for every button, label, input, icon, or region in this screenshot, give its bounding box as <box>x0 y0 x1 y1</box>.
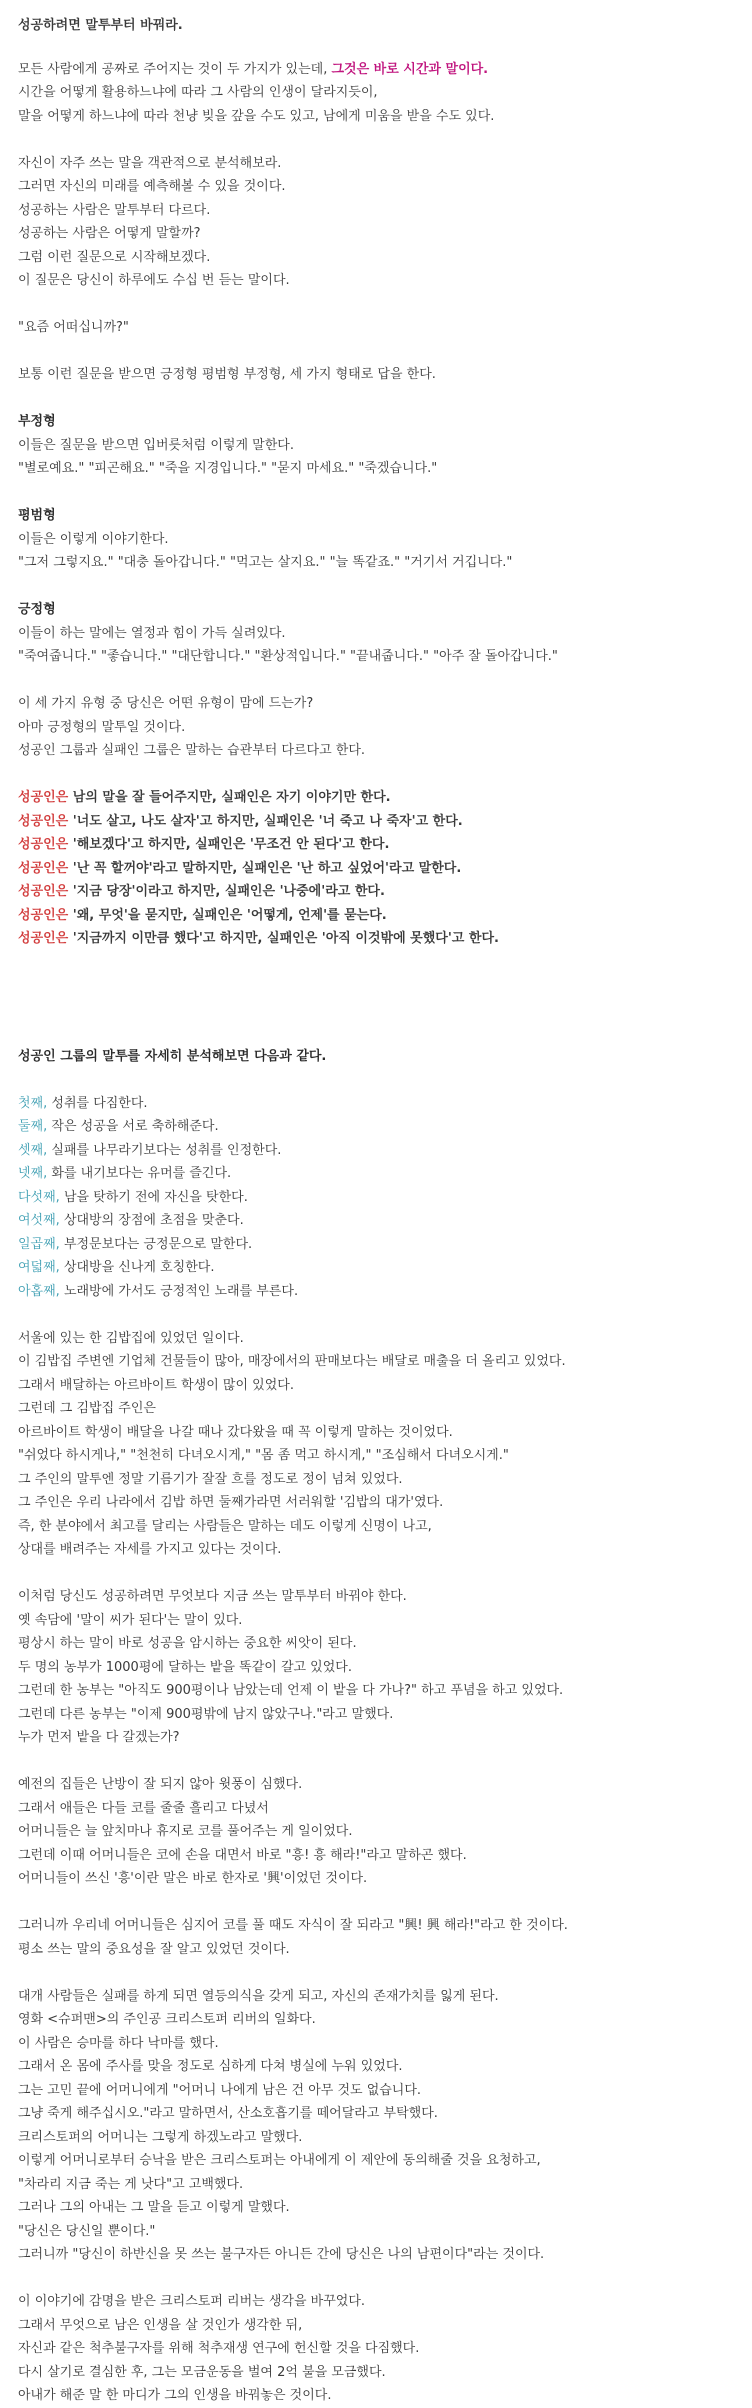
type-positive <box>18 598 738 669</box>
story-line: 아르바이트 학생이 배달을 나갈 때나 갔다왔을 때 꼭 이렇게 말하는 것이었다. <box>18 1424 453 1440</box>
story-conclusion <box>18 2290 738 2408</box>
type-line: "별로예요." "피곤해요." "죽을 지경입니다." "묻지 마세요." "죽겠습니다." <box>18 461 438 476</box>
type-line: 이들은 이렇게 이야기한다. <box>18 531 169 547</box>
story-line: 평소 쓰는 말의 중요성을 잘 알고 있었던 것이다. <box>18 1941 290 1957</box>
story-line: "쉬었다 하시게나," "천천히 다녀오시게," "몸 좀 먹고 하시게," "조심해서 다녀오시게." <box>18 1448 509 1463</box>
comparison-item <box>18 786 738 810</box>
comparison-text: '지금까지 이만큼 했다'고 하지만, 실패인은 '아직 이것밖에 못했다'고 한다. <box>68 931 499 946</box>
article <box>18 14 738 2408</box>
intro-line: 말을 어떻게 하느냐에 따라 천냥 빚을 갚을 수도 있고, 남에게 미움을 받을 수도 있다. <box>18 108 495 124</box>
comparison-list <box>18 786 738 951</box>
ordinal-item <box>18 1139 738 1163</box>
which-line: 이 세 가지 유형 중 당신은 어떤 유형이 맘에 드는가? <box>18 696 314 711</box>
story-superman <box>18 1985 738 2267</box>
ordinal-text: 상대방의 장점에 초점을 맞춘다. <box>59 1213 244 1228</box>
story-line: 두 명의 농부가 1000평에 달하는 밭을 똑같이 갈고 있었다. <box>18 1659 352 1675</box>
story-line: 그런데 다른 농부는 "이제 900평밖에 남지 않았구나."라고 말했다. <box>18 1706 394 1722</box>
story-line: 이처럼 당신도 성공하려면 무엇보다 지금 쓰는 말투부터 바꿔야 한다. <box>18 1589 407 1604</box>
analysis-line: 성공하는 사람은 말투부터 다르다. <box>18 202 211 218</box>
story-line: 그런데 그 김밥집 주인은 <box>18 1401 156 1416</box>
comparison-item <box>18 880 738 904</box>
story-line: 이 이야기에 감명을 받은 크리스토퍼 리버는 생각을 바꾸었다. <box>18 2294 366 2309</box>
story-line: 그래서 애들은 다들 코를 줄줄 흘리고 다녔서 <box>18 1800 269 1816</box>
intro-text: 모든 사람에게 공짜로 주어지는 것이 두 가지가 있는데, <box>18 61 332 77</box>
story-line: 아내가 해준 말 한 마디가 그의 인생을 바꿔놓은 것이다. <box>18 2388 332 2403</box>
analysis-line: 이 질문은 당신이 하루에도 수십 번 듣는 말이다. <box>18 273 290 288</box>
story-line: 그러니까 "당신이 하반신을 못 쓰는 불구자든 아니든 간에 당신은 나의 남편이다"라는 것이다. <box>18 2247 545 2262</box>
analysis-line: 그럼 이런 질문으로 시작해보겠다. <box>18 249 211 265</box>
analysis-line: 그러면 자신의 미래를 예측해볼 수 있을 것이다. <box>18 179 286 194</box>
ordinal-item <box>18 1186 738 1210</box>
story-line: 그래서 무엇으로 남은 인생을 살 것인가 생각한 뒤, <box>18 2317 303 2333</box>
story-line: 상대를 배려주는 자세를 가지고 있다는 것이다. <box>18 1542 282 1557</box>
story-line: "당신은 당신일 뿐이다." <box>18 2223 156 2239</box>
story-line: 즉, 한 분야에서 최고를 달리는 사람들은 말하는 데도 이렇게 신명이 나고, <box>18 1518 432 1534</box>
story-line: 그냥 죽게 해주십시오."라고 말하면서, 산소호흡기를 떼어달라고 부탁했다. <box>18 2106 438 2121</box>
comparison-text: '난 꼭 할꺼야'라고 말하지만, 실패인은 '난 하고 싶었어'라고 말한다. <box>68 860 462 876</box>
story-line: 어머니들이 쓰신 '흥'이란 말은 바로 한자로 '興'이었던 것이다. <box>18 1871 368 1886</box>
analysis-line: 성공하는 사람은 어떻게 말할까? <box>18 226 201 241</box>
story-line: 그러니까 우리네 어머니들은 심지어 코를 풀 때도 자식이 잘 되라고 "興! 興 해라!"라고 한 것이다. <box>18 1918 568 1933</box>
success-label: 성공인은 <box>18 860 69 876</box>
comparison-item <box>18 904 738 928</box>
story-line: 어머니들은 늘 앞치마나 휴지로 코를 풀어주는 게 일이었다. <box>18 1824 353 1839</box>
comparison-text: '왜, 무엇'을 묻지만, 실패인은 '어떻게, 언제'를 묻는다. <box>68 907 387 923</box>
ordinal-text: 화를 내기보다는 유머를 즐긴다. <box>47 1166 232 1181</box>
ordinal-label: 셋째, <box>18 1142 48 1158</box>
analysis-paragraph <box>18 152 738 293</box>
type-heading: 평범형 <box>18 508 56 523</box>
ordinal-item <box>18 1092 738 1116</box>
story-line: 그 주인의 말투엔 정말 기름기가 잘잘 흐를 정도로 정이 넘쳐 있었다. <box>18 1471 403 1487</box>
success-label: 성공인은 <box>18 813 69 829</box>
type-line: 이들은 질문을 받으면 입버릇처럼 이렇게 말한다. <box>18 437 294 453</box>
success-label: 성공인은 <box>18 790 69 805</box>
ordinal-item <box>18 1256 738 1280</box>
story-mothers <box>18 1773 738 1891</box>
answer-types-intro: 보통 이런 질문을 받으면 긍정형 평범형 부정형, 세 가지 형태로 답을 한다. <box>18 367 436 382</box>
comparison-item <box>18 927 738 951</box>
ordinal-item <box>18 1209 738 1233</box>
type-heading: 부정형 <box>18 414 56 429</box>
type-line: "죽여줍니다." "좋습니다." "대단합니다." "환상적입니다." "끝내줍니다." "아주 잘 돌아갑니다." <box>18 649 558 664</box>
story-line: 이 김밥집 주변엔 기업체 건물들이 많아, 매장에서의 판매보다는 배달로 매출을 더 올리고 있었다. <box>18 1354 566 1369</box>
ordinal-item <box>18 1233 738 1257</box>
type-heading: 긍정형 <box>18 602 56 617</box>
ordinal-text: 작은 성공을 서로 축하해준다. <box>47 1119 219 1134</box>
ordinal-item <box>18 1115 738 1139</box>
ordinal-text: 실패를 나무라기보다는 성취를 인정한다. <box>47 1142 282 1158</box>
type-ordinary <box>18 504 738 575</box>
which-line: 성공인 그룹과 실패인 그룹은 말하는 습관부터 다르다고 한다. <box>18 743 366 758</box>
comparison-text: '해보겠다'고 하지만, 실패인은 '무조건 안 된다'고 한다. <box>68 837 390 852</box>
story-farmers <box>18 1585 738 1750</box>
story-line: 다시 살기로 결심한 후, 그는 모금운동을 벌여 2억 불을 모금했다. <box>18 2364 386 2380</box>
type-negative <box>18 410 738 481</box>
ordinal-text: 부정문보다는 긍정문으로 말한다. <box>59 1236 253 1252</box>
type-line: "그저 그렇지요." "대충 돌아갑니다." "먹고는 살지요." "늘 똑같죠." "거기서 거깁니다." <box>18 555 513 570</box>
story-line: 이 사람은 승마를 하다 낙마를 했다. <box>18 2035 219 2051</box>
story-heung <box>18 1914 738 1961</box>
ordinal-label: 첫째, <box>18 1095 48 1111</box>
ordinal-item <box>18 1162 738 1186</box>
ordinal-item <box>18 1280 738 1304</box>
comparison-item <box>18 857 738 881</box>
article-title: 성공하려면 말투부터 바꿔라. <box>18 18 183 33</box>
comparison-item <box>18 833 738 857</box>
story-line: 서울에 있는 한 김밥집에 있었던 일이다. <box>18 1330 244 1346</box>
question-quote: "요즘 어떠십니까?" <box>18 320 129 335</box>
story-line: 그런데 이때 어머니들은 코에 손을 대면서 바로 "흥! 흥 해라!"라고 말하곤 했다. <box>18 1847 467 1863</box>
ordinal-text: 노래방에 가서도 긍정적인 노래를 부른다. <box>59 1283 299 1299</box>
story-line: 그러나 그의 아내는 그 말을 듣고 이렇게 말했다. <box>18 2200 290 2215</box>
story-line: 크리스토퍼의 어머니는 그렇게 하겠노라고 말했다. <box>18 2129 303 2145</box>
ordinal-text: 성취를 다짐한다. <box>47 1095 148 1111</box>
ordinal-label: 둘째, <box>18 1119 48 1134</box>
success-label: 성공인은 <box>18 884 69 899</box>
intro-line <box>18 58 738 82</box>
type-line: 이들이 하는 말에는 열정과 힘이 가득 실려있다. <box>18 625 286 641</box>
ordinal-label: 일곱째, <box>18 1236 60 1252</box>
which-line: 아마 긍정형의 말투일 것이다. <box>18 719 186 735</box>
story-line: 평상시 하는 말이 바로 성공을 암시하는 중요한 씨앗이 된다. <box>18 1636 357 1651</box>
story-line: 이렇게 어머니로부터 승낙을 받은 크리스토퍼는 아내에게 이 제안에 동의해줄 것을 요청하고, <box>18 2153 541 2168</box>
comparison-item <box>18 810 738 834</box>
ordinal-label: 넷째, <box>18 1166 48 1181</box>
ordinal-list <box>18 1092 738 1304</box>
success-label: 성공인은 <box>18 931 69 946</box>
detail-heading: 성공인 그룹의 말투를 자세히 분석해보면 다음과 같다. <box>18 1048 327 1064</box>
ordinal-text: 상대방을 신나게 호칭한다. <box>59 1260 215 1275</box>
ordinal-label: 아홉째, <box>18 1283 60 1299</box>
comparison-text: 남의 말을 잘 들어주지만, 실패인은 자기 이야기만 한다. <box>68 790 391 805</box>
story-line: 누가 먼저 밭을 다 갈겠는가? <box>18 1730 180 1745</box>
intro-highlight: 그것은 바로 시간과 말이다. <box>331 61 489 77</box>
ordinal-text: 남을 탓하기 전에 자신을 탓한다. <box>59 1189 248 1205</box>
story-line: 그런데 한 농부는 "아직도 900평이나 남았는데 언제 이 밭을 다 가나?" 하고 푸념을 하고 있었다. <box>18 1683 564 1698</box>
success-label: 성공인은 <box>18 837 69 852</box>
story-line: 옛 속담에 '말이 씨가 된다'는 말이 있다. <box>18 1612 243 1628</box>
story-line: 그는 고민 끝에 어머니에게 "어머니 나에게 남은 건 아무 것도 없습니다. <box>18 2082 422 2098</box>
story-line: 영화 <슈퍼맨>의 주인공 크리스토퍼 리버의 일화다. <box>18 2012 316 2027</box>
story-line: 그래서 온 몸에 주사를 맞을 정도로 심하게 다쳐 병실에 누워 있었다. <box>18 2059 403 2074</box>
comparison-text: '지금 당장'이라고 하지만, 실패인은 '나중에'라고 한다. <box>68 884 385 899</box>
intro-line: 시간을 어떻게 활용하느냐에 따라 그 사람의 인생이 달라지듯이, <box>18 85 378 100</box>
story-line: 예전의 집들은 난방이 잘 되지 않아 윗풍이 심했다. <box>18 1777 303 1792</box>
ordinal-label: 다섯째, <box>18 1189 60 1205</box>
success-label: 성공인은 <box>18 907 69 923</box>
story-line: 그 주인은 우리 나라에서 김밥 하면 둘째가라면 서러워할 '김밥의 대가'였다. <box>18 1495 444 1510</box>
story-kimbap <box>18 1327 738 1562</box>
story-line: 대개 사람들은 실패를 하게 되면 열등의식을 갖게 되고, 자신의 존재가치를 잃게 된다. <box>18 1988 499 2004</box>
story-line: "차라리 지금 죽는 게 낫다"고 고백했다. <box>18 2176 244 2192</box>
ordinal-label: 여덟째, <box>18 1260 60 1275</box>
story-line: 자신과 같은 척추불구자를 위해 척추재생 연구에 헌신할 것을 다짐했다. <box>18 2341 420 2356</box>
analysis-line: 자신이 자주 쓰는 말을 객관적으로 분석해보라. <box>18 155 282 171</box>
comparison-text: '너도 살고, 나도 살자'고 하지만, 실패인은 '너 죽고 나 죽자'고 한다. <box>68 813 463 829</box>
ordinal-label: 여섯째, <box>18 1213 60 1228</box>
which-type-paragraph <box>18 692 738 763</box>
story-line: 그래서 배달하는 아르바이트 학생이 많이 있었다. <box>18 1377 294 1393</box>
